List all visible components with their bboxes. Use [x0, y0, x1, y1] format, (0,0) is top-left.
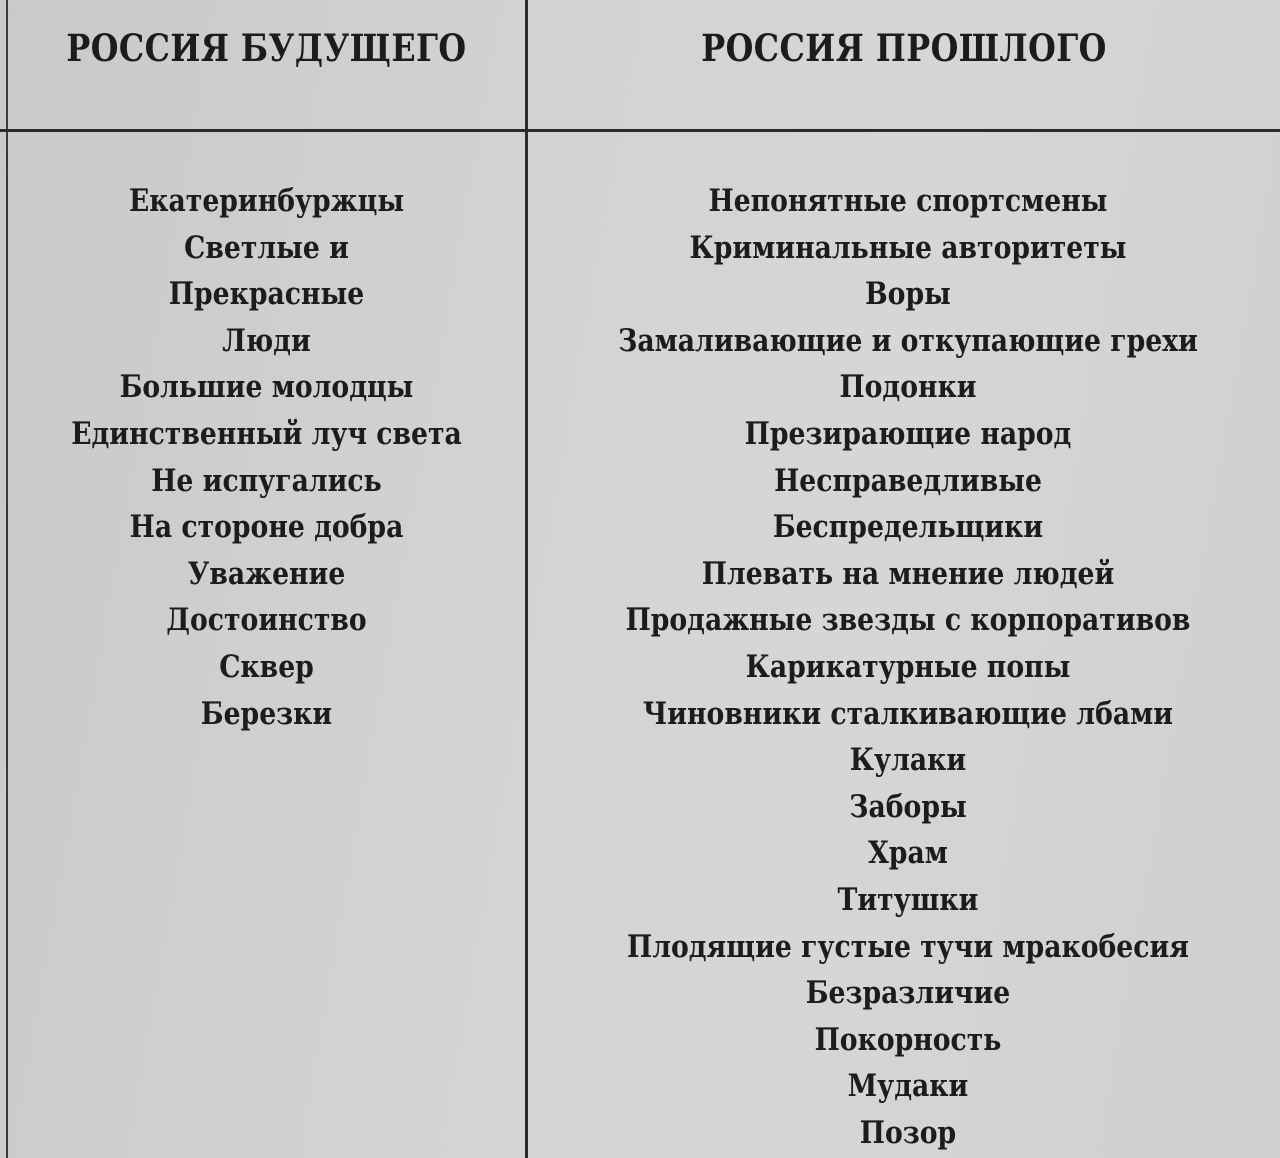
- past-item: Замаливающие и откупающие грехи: [618, 322, 1198, 359]
- table-header-divider: [0, 129, 1280, 132]
- future-item: Уважение: [187, 555, 346, 592]
- past-item: Презирающие народ: [744, 415, 1072, 452]
- past-item: Непонятные спортсмены: [708, 183, 1108, 219]
- future-item: Екатеринбуржцы: [128, 183, 405, 219]
- past-item: Воры: [865, 276, 951, 313]
- header-russia-future: РОССИЯ БУДУЩЕГО: [66, 26, 467, 70]
- past-item: Позор: [859, 1114, 957, 1151]
- future-item: Березки: [200, 695, 333, 732]
- past-item: Карикатурные попы: [745, 648, 1071, 685]
- past-item: Безразличие: [805, 975, 1011, 1012]
- past-item: Плевать на мнение людей: [701, 555, 1115, 592]
- future-item: На стороне добра: [129, 509, 404, 546]
- future-list: [8, 178, 525, 737]
- future-item: Единственный луч света: [71, 415, 462, 452]
- past-item: Храм: [868, 835, 948, 872]
- future-item: Большие молодцы: [119, 369, 414, 406]
- past-item: Продажные звезды с корпоративов: [625, 602, 1191, 639]
- future-item: Светлые и: [184, 229, 349, 266]
- header-russia-past: РОССИЯ ПРОШЛОГО: [701, 26, 1107, 70]
- past-item: Заборы: [849, 788, 967, 825]
- past-item: Криминальные авторитеты: [689, 229, 1127, 266]
- past-item: Титушки: [837, 881, 979, 918]
- past-item: Подонки: [839, 369, 977, 406]
- future-item: Люди: [222, 322, 311, 359]
- past-item: Плодящие густые тучи мракобесия: [627, 928, 1189, 965]
- past-item: Покорность: [814, 1021, 1002, 1058]
- past-item: Чиновники сталкивающие лбами: [642, 695, 1174, 732]
- future-item: Не испугались: [151, 462, 382, 499]
- future-item: Прекрасные: [168, 276, 365, 313]
- past-item: Мудаки: [847, 1068, 969, 1105]
- past-item: Кулаки: [849, 742, 967, 779]
- past-item: Несправедливые: [774, 462, 1042, 499]
- past-list: [528, 178, 1280, 1156]
- past-item: Беспредельщики: [772, 509, 1044, 546]
- future-item: Достоинство: [166, 602, 367, 639]
- future-item: Сквер: [219, 648, 314, 685]
